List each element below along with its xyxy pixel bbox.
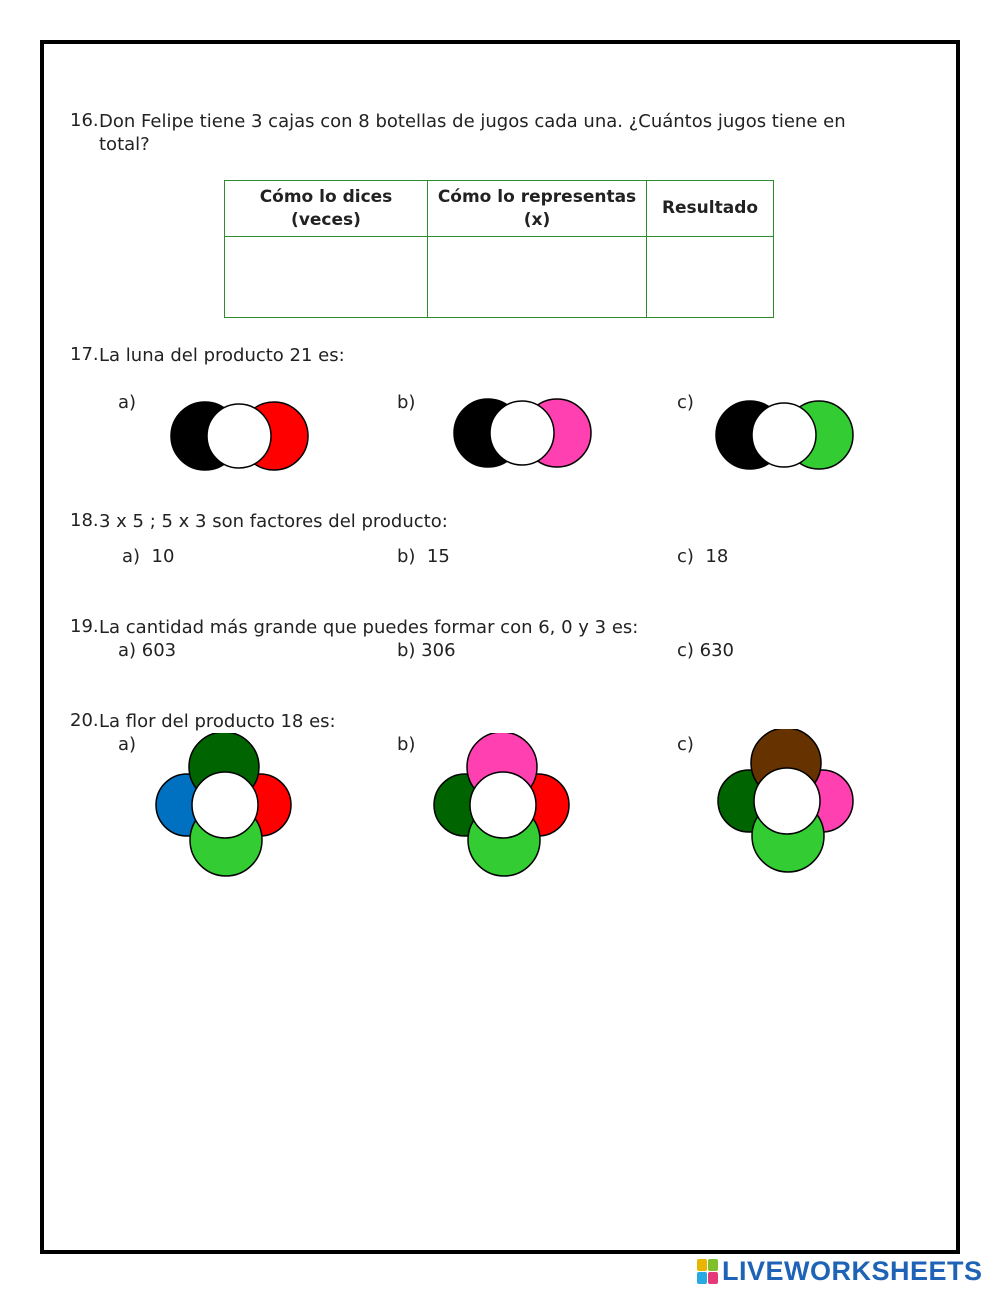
flower-center: [470, 772, 536, 838]
q17-number: 17.: [70, 344, 99, 365]
q17-option-b-label[interactable]: b): [397, 392, 416, 413]
liveworksheets-logo[interactable]: [697, 1256, 983, 1287]
table-header-dices: Cómo lo dices (veces): [225, 181, 428, 237]
q18-text: 3 x 5 ; 5 x 3 son factores del producto:: [99, 511, 448, 532]
q17-option-b-moon[interactable]: [451, 395, 597, 471]
q17-option-c-moon[interactable]: [713, 397, 859, 473]
q17-option-c-label[interactable]: c): [677, 392, 694, 413]
q16-text-line2: total?: [99, 134, 150, 155]
q16-number: 16.: [70, 110, 99, 131]
q18-option-b-value: 15: [426, 546, 450, 567]
q16-text: [99, 110, 919, 156]
q18-option-c[interactable]: [677, 546, 728, 567]
q20-text: La flor del producto 18 es:: [99, 711, 336, 732]
answer-cell-dices[interactable]: [225, 237, 428, 318]
q18-option-b-label: b): [397, 546, 416, 567]
q20-option-c-flower[interactable]: [712, 729, 862, 875]
q18-number: 18.: [70, 510, 99, 531]
answer-cell-resultado[interactable]: [647, 237, 774, 318]
q20-option-a-label[interactable]: a): [118, 734, 137, 755]
q19-option-b[interactable]: b) 306: [397, 640, 456, 661]
q20-option-c-label[interactable]: c): [677, 734, 694, 755]
q20-option-b-flower[interactable]: [428, 733, 578, 879]
flower-center: [754, 768, 820, 834]
flower-center: [192, 772, 258, 838]
q19-number: 19.: [70, 616, 99, 637]
q16-text-line1: Don Felipe tiene 3 cajas con 8 botellas de jugos cada una. ¿Cuántos jugos tiene en: [99, 111, 846, 132]
q18-option-a-label: a): [122, 546, 141, 567]
q17-text: La luna del producto 21 es:: [99, 345, 345, 366]
q19-text: La cantidad más grande que puedes formar con 6, 0 y 3 es:: [99, 617, 639, 638]
q19-option-a[interactable]: a) 603: [118, 640, 177, 661]
q17-option-a-moon[interactable]: [168, 398, 314, 474]
liveworksheets-logo-icon: [697, 1259, 718, 1284]
answer-cell-representas[interactable]: [428, 237, 647, 318]
q20-option-a-flower[interactable]: [150, 733, 300, 879]
q18-option-b[interactable]: [397, 546, 450, 567]
moon-center-circle: [207, 404, 271, 468]
table-header-resultado: Resultado: [647, 181, 774, 237]
brand-name: LIVEWORKSHEETS: [722, 1256, 983, 1286]
answer-table: [224, 180, 774, 318]
moon-center-circle: [752, 403, 816, 467]
q18-option-c-label: c): [677, 546, 694, 567]
q18-option-c-value: 18: [705, 546, 729, 567]
moon-center-circle: [490, 401, 554, 465]
q19-option-c[interactable]: c) 630: [677, 640, 734, 661]
q20-option-b-label[interactable]: b): [397, 734, 416, 755]
q17-option-a-label[interactable]: a): [118, 392, 137, 413]
q20-number: 20.: [70, 710, 99, 731]
q18-option-a-value: 10: [151, 546, 175, 567]
q18-option-a[interactable]: [122, 546, 174, 567]
table-header-representas: Cómo lo representas (x): [428, 181, 647, 237]
